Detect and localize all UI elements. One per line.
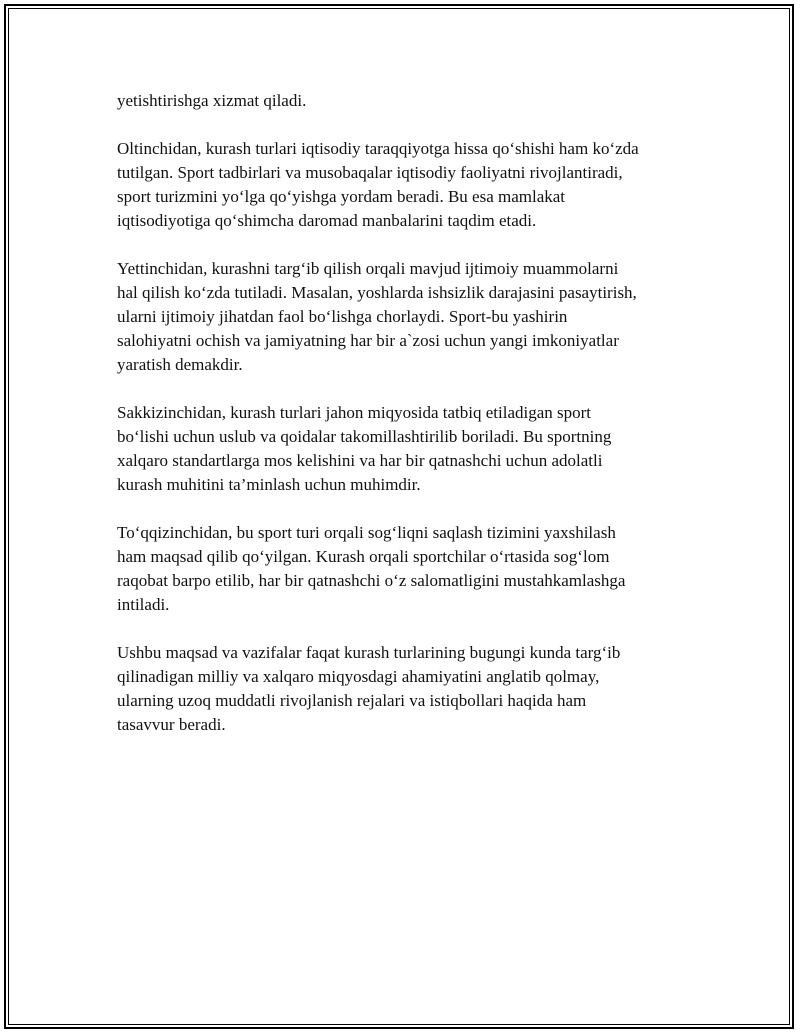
paragraph-ninth: To‘qqizinchidan, bu sport turi orqali sog‘liqni saqlash tizimini yaxshilash ham maqsad qilib qo‘yilgan. Kurash orqali sportchilar o‘rtasida sog‘lom raqobat barpo etilib, har bir qatnashchi o‘z salomatligini mustahkamlashga intiladi. bbox=[117, 523, 626, 614]
document-body bbox=[117, 89, 697, 761]
paragraph-conclusion: Ushbu maqsad va vazifalar faqat kurash turlarining bugungi kunda targ‘ib qilinadigan milliy va xalqaro miqyosdagi ahamiyatini anglatib qolmay, ularning uzoq muddatli rivojlanish rejalari va istiqbollari haqida ham tasavvur beradi. bbox=[117, 643, 621, 734]
paragraph-continuation: yetishtirishga xizmat qiladi. bbox=[117, 91, 307, 110]
paragraph-eighth: Sakkizinchidan, kurash turlari jahon miqyosida tatbiq etiladigan sport bo‘lishi uchun uslub va qoidalar takomillashtirilib boriladi. Bu sportning xalqaro standartlarga mos kelishini va har bir qatnashchi uchun adolatli kurash muhitini ta’minlash uchun muhimdir. bbox=[117, 403, 612, 494]
paragraph-seventh: Yettinchidan, kurashni targ‘ib qilish orqali mavjud ijtimoiy muammolarni hal qilish ko‘zda tutiladi. Masalan, yoshlarda ishsizlik darajasini pasaytirish, ularni ijtimoiy jihatdan faol bo‘lishga chorlaydi. Sport-bu yashirin salohiyatni ochish va jamiyatning har bir a`zosi uchun yangi imkoniyatlar yaratish demakdir. bbox=[117, 259, 637, 374]
paragraph-sixth: Oltinchidan, kurash turlari iqtisodiy taraqqiyotga hissa qo‘shishi ham ko‘zda tutilgan. Sport tadbirlari va musobaqalar iqtisodiy faoliyatni rivojlantiradi, sport turizmini yo‘lga qo‘yishga yordam beradi. Bu esa mamlakat iqtisodiyotiga qo‘shimcha daromad manbalarini taqdim etadi. bbox=[117, 139, 639, 230]
